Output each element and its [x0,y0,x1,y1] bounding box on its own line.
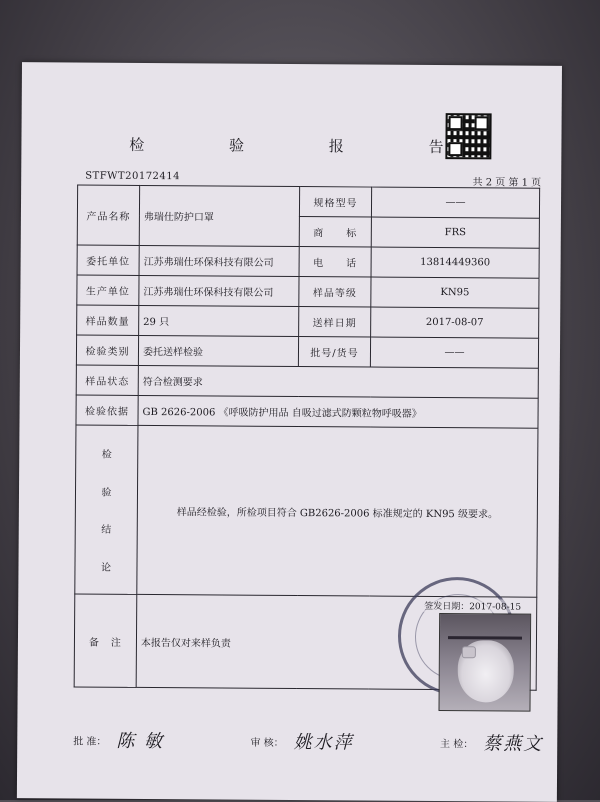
remarks-label: 备 注 [74,594,137,687]
reviewer [250,728,353,755]
review-label: 审 核： [250,737,284,749]
product-name-value: 弗瑞仕防护口罩 [139,185,299,246]
model-label: 规格型号 [299,187,371,218]
inspection-type-value: 委托送样检验 [138,335,298,366]
table-row [76,365,538,398]
basis-label: 检验依据 [76,395,138,425]
model-value: —— [371,187,539,218]
sample-status-label: 样品状态 [76,365,138,395]
inspector [440,729,543,756]
phone-value: 13814449360 [371,247,539,278]
approve-signature: 陈 敏 [116,730,165,753]
inspect-label: 主 检： [440,738,474,750]
batch-label: 批号/货号 [298,337,370,368]
sample-status-value: 符合检测要求 [138,365,538,398]
conclusion-char: 论 [100,562,112,574]
delivery-date-label: 送样日期 [299,307,371,338]
basis-value: GB 2626-2006 《呼吸防护用品 自吸过滤式防颗粒物呼吸器》 [138,395,538,428]
manufacturer-value: 江苏弗瑞仕环保科技有限公司 [139,275,299,306]
sample-photo [438,613,531,712]
table-row [77,185,539,218]
conclusion-char: 结 [101,524,112,536]
page-info: 共 2 页 第 1 页 [472,177,542,189]
table-row [75,425,538,597]
product-name-label: 产品名称 [77,185,139,245]
signature-row [73,726,543,755]
grade-value: KN95 [371,277,539,308]
inspect-signature: 蔡燕文 [483,733,544,755]
table-row [77,305,539,338]
trademark-label: 商 标 [299,217,371,248]
manufacturer-label: 生产单位 [77,275,139,305]
batch-value: —— [370,337,538,368]
delivery-date-value: 2017-08-07 [371,307,539,338]
approver [73,726,164,753]
remarks-value: 本报告仅对来样负责 [136,594,537,690]
conclusion-value: 样品经检验，所检项目符合 GB2626-2006 标准规定的 KN95 级要求。 [137,425,538,597]
conclusion-char: 验 [101,487,112,499]
conclusion-char: 检 [101,449,112,462]
table-row [76,395,538,428]
trademark-value: FRS [371,217,539,248]
quantity-label: 样品数量 [77,305,139,335]
report-number: STFWT20172414 [85,170,181,183]
report-title: 检 验 报 告 [129,135,484,157]
issue-date: 签发日期：2017-08-15 [422,599,523,613]
conclusion-label [75,425,138,594]
phone-label: 电 话 [299,247,371,278]
quantity-value: 29 只 [139,305,299,336]
grade-label: 样品等级 [299,277,371,308]
table-row [77,275,539,308]
table-row [76,335,538,368]
approve-label: 批 准： [73,735,107,748]
review-signature: 姚水萍 [293,732,354,754]
client-value: 江苏弗瑞仕环保科技有限公司 [139,245,299,276]
inspection-type-label: 检验类别 [76,335,138,365]
table-row [77,245,539,278]
client-label: 委托单位 [77,245,139,275]
report-paper [17,62,562,802]
